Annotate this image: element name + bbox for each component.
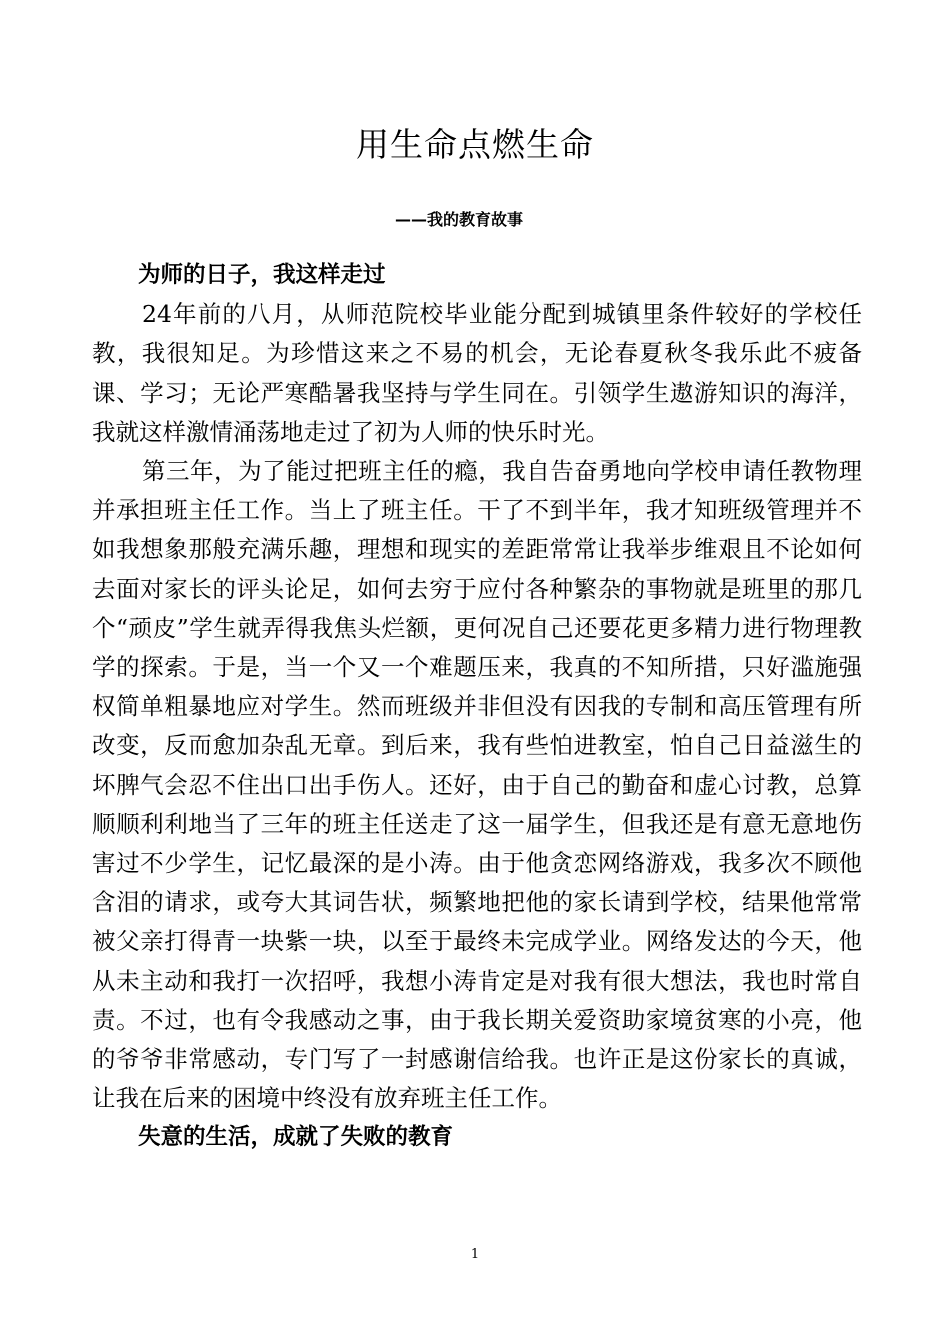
section-heading: 失意的生活，成就了失败的教育 xyxy=(138,1124,454,1151)
section-heading: 为师的日子，我这样走过 xyxy=(138,262,386,288)
paragraph: 第三年，为了能过把班主任的瘾，我自告奋勇地向学校申请任教物理并承担班主任工作。当上了班主任。干了不到半年，我才知班级管理并不如我想象那般充满乐趣，理想和现实的差距常常让我举步维艰且不论如何去面对家长的评头论足，如何去穷于应付各种繁杂的事物就是班里的那几个“顽皮”学生就弄得我焦头烂额，更何况自己还要花更多精力进行物理教学的探索。于是，当一个又一个难题压来，我真的不知所措，只好滥施强权简单粗暴地应对学生。然而班级并非但没有因我的专制和高压管理有所改变，反而愈加杂乱无章。到后来，我有些怕进教室，怕自己日益滋生的坏脾气会忍不住出口出手伤人。还好，由于自己的勤奋和虚心讨教，总算顺顺利利地当了三年的班主任送走了这一届学生，但我还是有意无意地伤害过不少学生，记忆最深的是小涛。由于他贪恋网络游戏，我多次不顾他含泪的请求，或夸大其词告状，频繁地把他的家长请到学校，结果他常常被父亲打得青一块紫一块，以至于最终未完成学业。网络发达的今天，他从未主动和我打一次招呼，我想小涛肯定是对我有很大想法，我也时常自责。不过，也有令我感动之事，由于我长期关爱资助家境贫寒的小亮，他的爷爷非常感动，专门写了一封感谢信给我。也许正是这份家长的真诚，让我在后来的困境中终没有放弃班主任工作。 xyxy=(92,457,862,1113)
document-subtitle: ——我的教育故事 xyxy=(395,210,524,229)
document-body xyxy=(92,256,862,1158)
page-number: 1 xyxy=(470,1247,480,1262)
paragraph: 24年前的八月，从师范院校毕业能分配到城镇里条件较好的学校任教，我很知足。为珍惜这来之不易的机会，无论春夏秋冬我乐此不疲备课、学习；无论严寒酷暑我坚持与学生同在。引领学生遨游知识的海洋，我就这样激情涌荡地走过了初为人师的快乐时光。 xyxy=(92,300,862,446)
document-title: 用生命点燃生命 xyxy=(356,125,594,164)
